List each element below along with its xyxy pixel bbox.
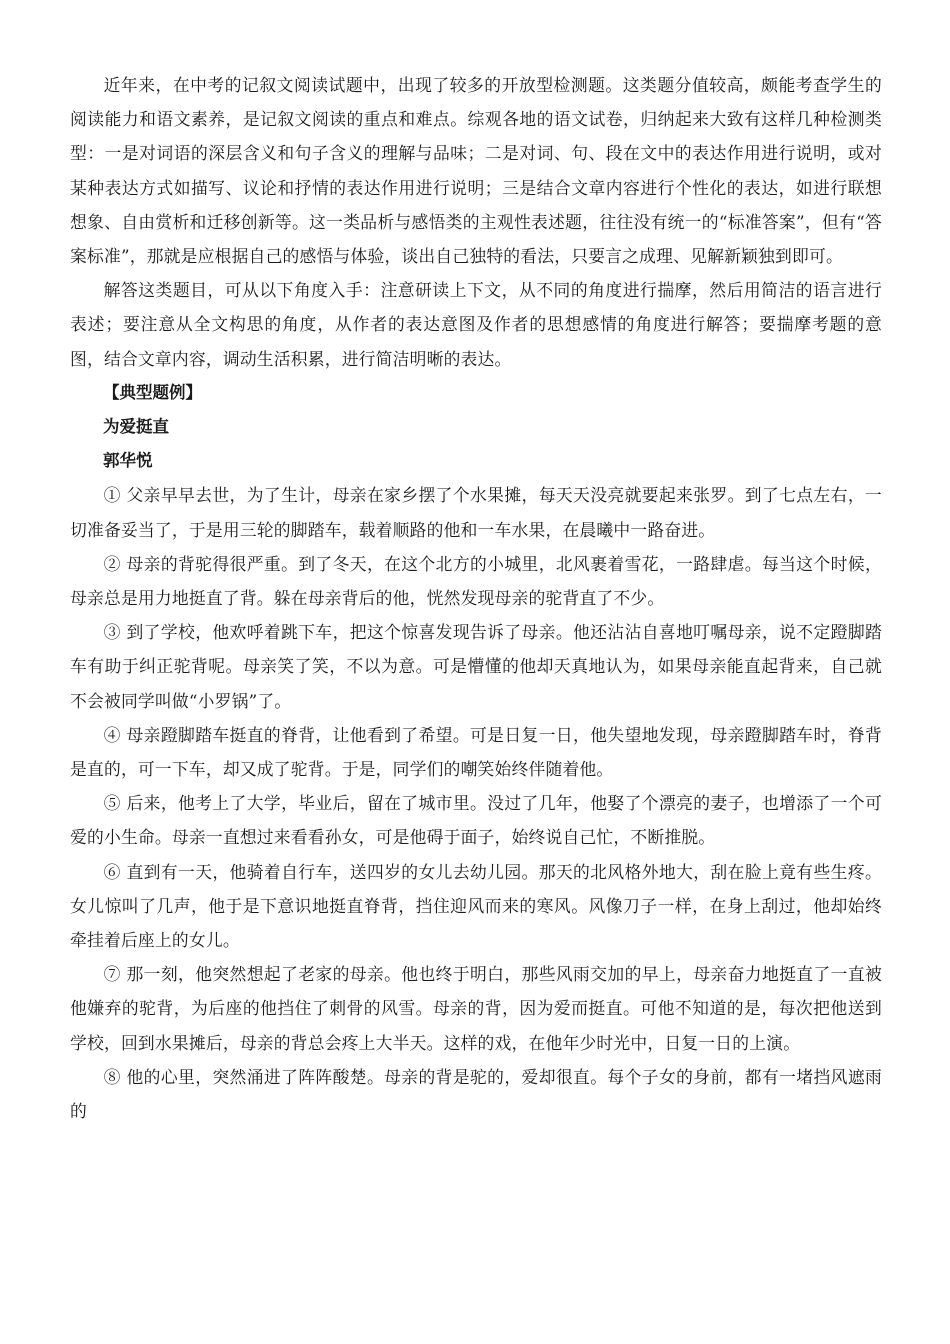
intro-paragraph-2: 解答这类题目，可从以下角度入手：注意研读上下文，从不同的角度进行揣摩，然后用简洁的语言进行表述；要注意从全文构思的角度，从作者的表达意图及作者的思想感情的角度进行解答；要揣摩考题的意图，结合文章内容，调动生活积累，进行简洁明晰的表达。 [70,280,882,369]
article-paragraph-2: ② 母亲的背驼得很严重。到了冬天，在这个北方的小城里，北风裹着雪花，一路肆虐。每当这个时候，母亲总是用力地挺直了背。躲在母亲背后的他，恍然发现母亲的驼背直了不少。 [70,553,882,609]
document-page [70,68,882,1128]
article-paragraph-7: ⑦ 那一刻，他突然想起了老家的母亲。他也终于明白，那些风雨交加的早上，母亲奋力地挺直了一直被他嫌弃的驼背，为后座的他挡住了刺骨的风雪。母亲的背，因为爱而挺直。可他不知道的是，每次把他送到学校，回到水果摊后，母亲的背总会疼上大半天。这样的戏，在他年少时光中，日复一日的上演。 [70,964,882,1053]
article-paragraph-6: ⑥ 直到有一天，他骑着自行车，送四岁的女儿去幼儿园。那天的北风格外地大，刮在脸上竟有些生疼。女儿惊叫了几声，他于是下意识地挺直脊背，挡住迎风而来的寒风。风像刀子一样，在身上刮过，他却始终牵挂着后座上的女儿。 [70,861,882,951]
article-author: 郭华悦 [103,451,153,471]
section-heading: 【典型题例】 [103,382,202,402]
article-paragraph-8: ⑧ 他的心里，突然涌进了阵阵酸楚。母亲的背是驼的，爱却很直。每个子女的身前，都有一堵挡风遮雨的 [70,1066,882,1122]
article-paragraph-3: ③ 到了学校，他欢呼着跳下车，把这个惊喜发现告诉了母亲。他还沾沾自喜地叮嘱母亲，说不定蹬脚踏车有助于纠正驼背呢。母亲笑了笑，不以为意。可是懵懂的他却天真地认为，如果母亲能直起背来，自己就不会被同学叫做“小罗锅”了。 [70,622,882,711]
article-title: 为爱挺直 [103,417,169,437]
article-paragraph-5: ⑤ 后来，他考上了大学，毕业后，留在了城市里。没过了几年，他娶了个漂亮的妻子，也增添了一个可爱的小生命。母亲一直想过来看看孙女，可是他碍于面子，始终说自己忙，不断推脱。 [70,793,882,848]
article-paragraph-1: ① 父亲早早去世，为了生计，母亲在家乡摆了个水果摊，每天天没亮就要起来张罗。到了七点左右，一切准备妥当了，于是用三轮的脚踏车，载着顺路的他和一车水果，在晨曦中一路奋进。 [70,485,882,540]
article-paragraph-4: ④ 母亲蹬脚踏车挺直的脊背，让他看到了希望。可是日复一日，他失望地发现，母亲蹬脚踏车时，脊背是直的，可一下车，却又成了驼背。于是，同学们的嘲笑始终伴随着他。 [70,724,882,780]
intro-paragraph-1: 近年来，在中考的记叙文阅读试题中，出现了较多的开放型检测题。这类题分值较高，颇能考查学生的阅读能力和语文素养，是记叙文阅读的重点和难点。综观各地的语文试卷，归纳起来大致有这样几种检测类型：一是对词语的深层含义和句子含义的理解与品味；二是对词、句、段在文中的表达作用进行说明，或对某种表达方式如描写、议论和抒情的表达作用进行说明；三是结合文章内容进行个性化的表达，如进行联想想象、自由赏析和迁移创新等。这一类品析与感悟类的主观性表述题，往往没有统一的“标准答案”，但有“答案标准”，那就是应根据自己的感悟与体验，谈出自己独特的看法，只要言之成理、见解新颖独到即可。 [70,75,882,267]
